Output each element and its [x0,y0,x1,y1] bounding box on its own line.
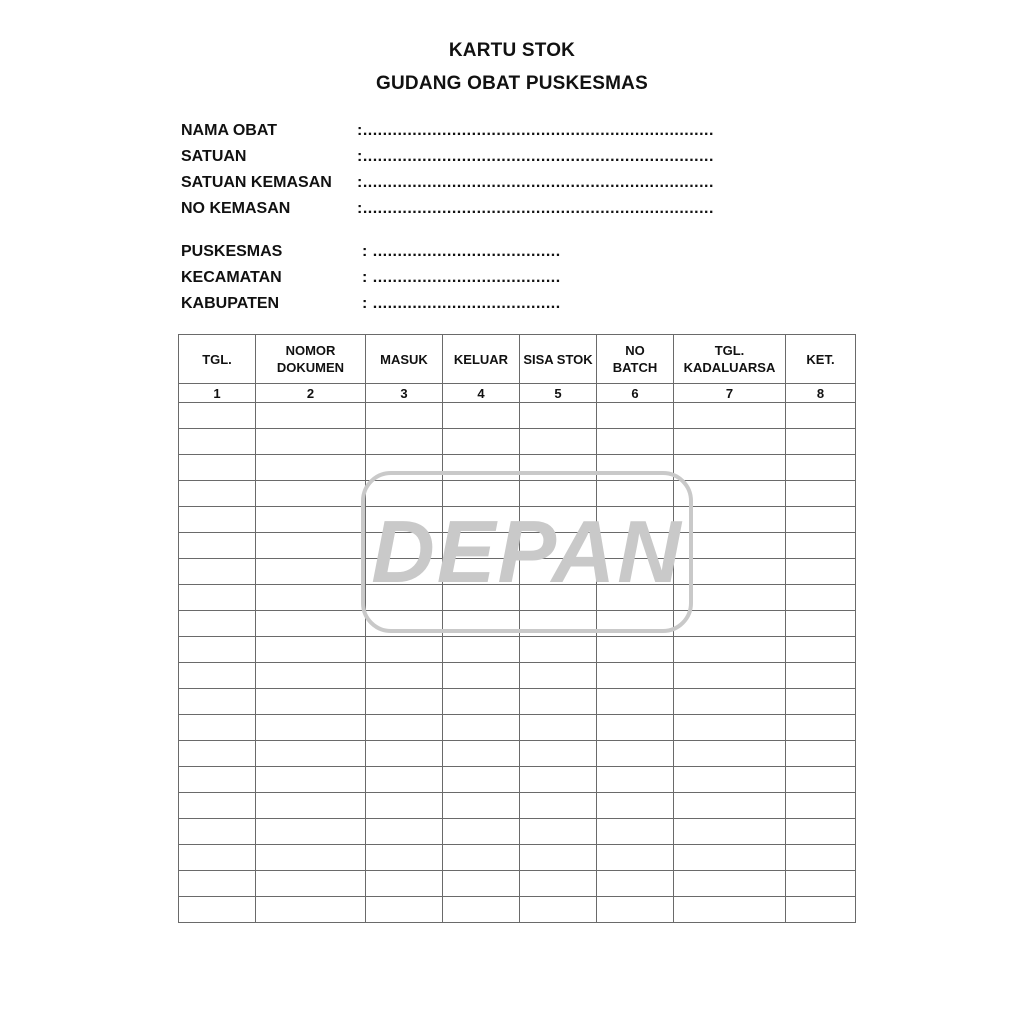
table-cell[interactable] [597,663,674,689]
table-cell[interactable] [179,559,256,585]
table-cell[interactable] [179,481,256,507]
table-cell[interactable] [597,767,674,793]
col-header-tgl-kadaluarsa: TGL. KADALUARSA [674,335,786,384]
table-row [179,481,856,507]
table-cell[interactable] [256,715,366,741]
stock-table [178,334,856,923]
field-label: SATUAN KEMASAN [181,174,332,191]
table-cell[interactable] [520,637,597,663]
col-number: 3 [366,384,443,403]
table-cell[interactable] [366,559,443,585]
table-cell[interactable] [520,689,597,715]
table-cell[interactable] [366,897,443,923]
table-cell[interactable] [597,559,674,585]
table-cell[interactable] [674,611,786,637]
table-cell[interactable] [597,871,674,897]
table-row [179,559,856,585]
table-cell[interactable] [597,689,674,715]
table-cell[interactable] [597,897,674,923]
table-cell[interactable] [256,793,366,819]
table-cell[interactable] [597,585,674,611]
field-fill-line: :....................................................................... [357,148,714,165]
card-subtitle: GUDANG OBAT PUSKESMAS [376,73,648,94]
table-row [179,663,856,689]
table-number-row [179,384,856,403]
table-cell[interactable] [179,845,256,871]
col-number: 6 [597,384,674,403]
table-cell[interactable] [597,741,674,767]
table-cell[interactable] [366,793,443,819]
table-cell[interactable] [786,533,856,559]
table-cell[interactable] [786,741,856,767]
table-cell[interactable] [256,403,366,429]
field-label: PUSKESMAS [181,243,283,260]
table-cell[interactable] [674,793,786,819]
col-number: 7 [674,384,786,403]
table-row [179,819,856,845]
table-cell[interactable] [366,715,443,741]
table-cell[interactable] [443,715,520,741]
table-cell[interactable] [597,819,674,845]
table-cell[interactable] [179,533,256,559]
table-cell[interactable] [674,741,786,767]
table-cell[interactable] [786,689,856,715]
table-cell[interactable] [256,767,366,793]
table-cell[interactable] [256,481,366,507]
table-row [179,403,856,429]
table-cell[interactable] [520,793,597,819]
col-header-sisa-stok: SISA STOK [520,335,597,384]
table-body [179,403,856,923]
table-cell[interactable] [366,637,443,663]
table-cell[interactable] [597,507,674,533]
table-cell[interactable] [256,741,366,767]
table-cell[interactable] [786,585,856,611]
table-row [179,611,856,637]
table-row [179,793,856,819]
field-label: SATUAN [181,148,247,165]
table-cell[interactable] [256,429,366,455]
table-cell[interactable] [786,559,856,585]
table-cell[interactable] [179,403,256,429]
table-cell[interactable] [520,715,597,741]
table-cell[interactable] [443,767,520,793]
table-cell[interactable] [786,715,856,741]
table-cell[interactable] [179,429,256,455]
table-cell[interactable] [520,533,597,559]
table-cell[interactable] [674,663,786,689]
table-cell[interactable] [597,845,674,871]
table-row [179,897,856,923]
table-cell[interactable] [179,819,256,845]
table-cell[interactable] [179,871,256,897]
table-cell[interactable] [179,689,256,715]
table-cell[interactable] [366,663,443,689]
table-cell[interactable] [786,481,856,507]
col-number: 8 [786,384,856,403]
table-cell[interactable] [366,481,443,507]
table-cell[interactable] [366,507,443,533]
table-cell[interactable] [366,429,443,455]
table-cell[interactable] [597,429,674,455]
table-cell[interactable] [179,455,256,481]
table-row [179,533,856,559]
table-cell[interactable] [520,585,597,611]
field-label: KABUPATEN [181,295,280,312]
table-cell[interactable] [443,637,520,663]
table-cell[interactable] [674,455,786,481]
table-cell[interactable] [256,819,366,845]
table-cell[interactable] [443,559,520,585]
table-cell[interactable] [443,741,520,767]
table-cell[interactable] [786,403,856,429]
field-label: KECAMATAN [181,269,282,286]
col-number: 4 [443,384,520,403]
table-cell[interactable] [443,897,520,923]
table-cell[interactable] [443,845,520,871]
table-cell[interactable] [597,403,674,429]
table-cell[interactable] [179,507,256,533]
table-cell[interactable] [674,481,786,507]
table-cell[interactable] [786,507,856,533]
table-cell[interactable] [520,559,597,585]
table-cell[interactable] [674,767,786,793]
table-row [179,585,856,611]
table-cell[interactable] [256,689,366,715]
table-cell[interactable] [256,533,366,559]
table-cell[interactable] [786,663,856,689]
table-cell[interactable] [366,585,443,611]
table-cell[interactable] [366,871,443,897]
table-cell[interactable] [520,663,597,689]
table-cell[interactable] [256,507,366,533]
field-label: NO KEMASAN [181,200,291,217]
table-cell[interactable] [597,637,674,663]
watermark-text: DEPAN [371,502,683,601]
table-cell[interactable] [443,429,520,455]
table-cell[interactable] [256,897,366,923]
table-cell[interactable] [674,507,786,533]
table-cell[interactable] [597,481,674,507]
table-row [179,637,856,663]
col-number: 2 [256,384,366,403]
table-cell[interactable] [520,897,597,923]
table-header-row [179,335,856,384]
table-cell[interactable] [597,455,674,481]
table-cell[interactable] [443,455,520,481]
table-cell[interactable] [366,611,443,637]
table-cell[interactable] [520,611,597,637]
field-fill-line: :....................................................................... [357,200,714,217]
table-cell[interactable] [520,871,597,897]
table-cell[interactable] [674,715,786,741]
table-cell[interactable] [179,585,256,611]
table-cell[interactable] [443,403,520,429]
table-cell[interactable] [179,767,256,793]
table-row [179,455,856,481]
table-cell[interactable] [179,663,256,689]
field-fill-line: :....................................................................... [357,122,714,139]
table-cell[interactable] [443,793,520,819]
table-cell[interactable] [179,715,256,741]
table-row [179,715,856,741]
table-row [179,689,856,715]
col-header-no-batch: NO BATCH [597,335,674,384]
table-cell[interactable] [256,637,366,663]
table-cell[interactable] [443,481,520,507]
table-cell[interactable] [366,455,443,481]
table-cell[interactable] [786,871,856,897]
table-row [179,507,856,533]
table-cell[interactable] [597,715,674,741]
table-cell[interactable] [786,897,856,923]
col-header-tgl: TGL. [179,335,256,384]
table-cell[interactable] [674,845,786,871]
table-cell[interactable] [256,871,366,897]
table-cell[interactable] [443,611,520,637]
table-cell[interactable] [786,611,856,637]
table-cell[interactable] [674,429,786,455]
table-cell[interactable] [443,507,520,533]
table-cell[interactable] [179,637,256,663]
table-cell[interactable] [443,533,520,559]
table-row [179,871,856,897]
table-cell[interactable] [674,897,786,923]
table-cell[interactable] [256,611,366,637]
table-cell[interactable] [366,403,443,429]
table-cell[interactable] [179,611,256,637]
table-cell[interactable] [366,845,443,871]
table-cell[interactable] [786,429,856,455]
table-cell[interactable] [366,741,443,767]
card-title: KARTU STOK [448,40,576,61]
table-cell[interactable] [597,533,674,559]
table-cell[interactable] [443,585,520,611]
table-cell[interactable] [597,793,674,819]
table-cell[interactable] [786,767,856,793]
table-row [179,845,856,871]
table-cell[interactable] [520,767,597,793]
col-header-ket: KET. [786,335,856,384]
table-cell[interactable] [520,741,597,767]
col-header-nomor-dokumen: NOMOR DOKUMEN [256,335,366,384]
table-cell[interactable] [256,559,366,585]
table-cell[interactable] [597,611,674,637]
col-header-masuk: MASUK [366,335,443,384]
table-cell[interactable] [520,507,597,533]
table-cell[interactable] [366,819,443,845]
table-cell[interactable] [179,741,256,767]
table-cell[interactable] [256,845,366,871]
table-cell[interactable] [674,585,786,611]
field-fill-line: : ...................................... [362,243,561,260]
table-cell[interactable] [179,793,256,819]
table-cell[interactable] [786,455,856,481]
table-cell[interactable] [674,689,786,715]
field-fill-line: : ...................................... [362,269,561,286]
table-cell[interactable] [674,871,786,897]
table-cell[interactable] [366,689,443,715]
field-fill-line: :....................................................................... [357,174,714,191]
table-cell[interactable] [443,871,520,897]
table-cell[interactable] [179,897,256,923]
table-cell[interactable] [443,663,520,689]
table-cell[interactable] [674,819,786,845]
col-number: 1 [179,384,256,403]
table-cell[interactable] [520,429,597,455]
table-cell[interactable] [256,663,366,689]
table-cell[interactable] [366,767,443,793]
table-cell[interactable] [674,403,786,429]
table-cell[interactable] [256,455,366,481]
table-cell[interactable] [674,559,786,585]
field-fill-line: : ...................................... [362,295,561,312]
table-cell[interactable] [520,455,597,481]
table-cell[interactable] [443,819,520,845]
table-row [179,429,856,455]
table-cell[interactable] [786,637,856,663]
table-cell[interactable] [256,585,366,611]
table-cell[interactable] [674,637,786,663]
table-row [179,767,856,793]
col-header-keluar: KELUAR [443,335,520,384]
col-number: 5 [520,384,597,403]
table-row [179,741,856,767]
table-cell[interactable] [520,481,597,507]
table-cell[interactable] [443,689,520,715]
table-cell[interactable] [520,819,597,845]
table-cell[interactable] [674,533,786,559]
table-cell[interactable] [520,845,597,871]
table-cell[interactable] [786,793,856,819]
table-cell[interactable] [786,819,856,845]
field-label: NAMA OBAT [181,122,277,139]
table-cell[interactable] [520,403,597,429]
table-cell[interactable] [786,845,856,871]
table-cell[interactable] [366,533,443,559]
